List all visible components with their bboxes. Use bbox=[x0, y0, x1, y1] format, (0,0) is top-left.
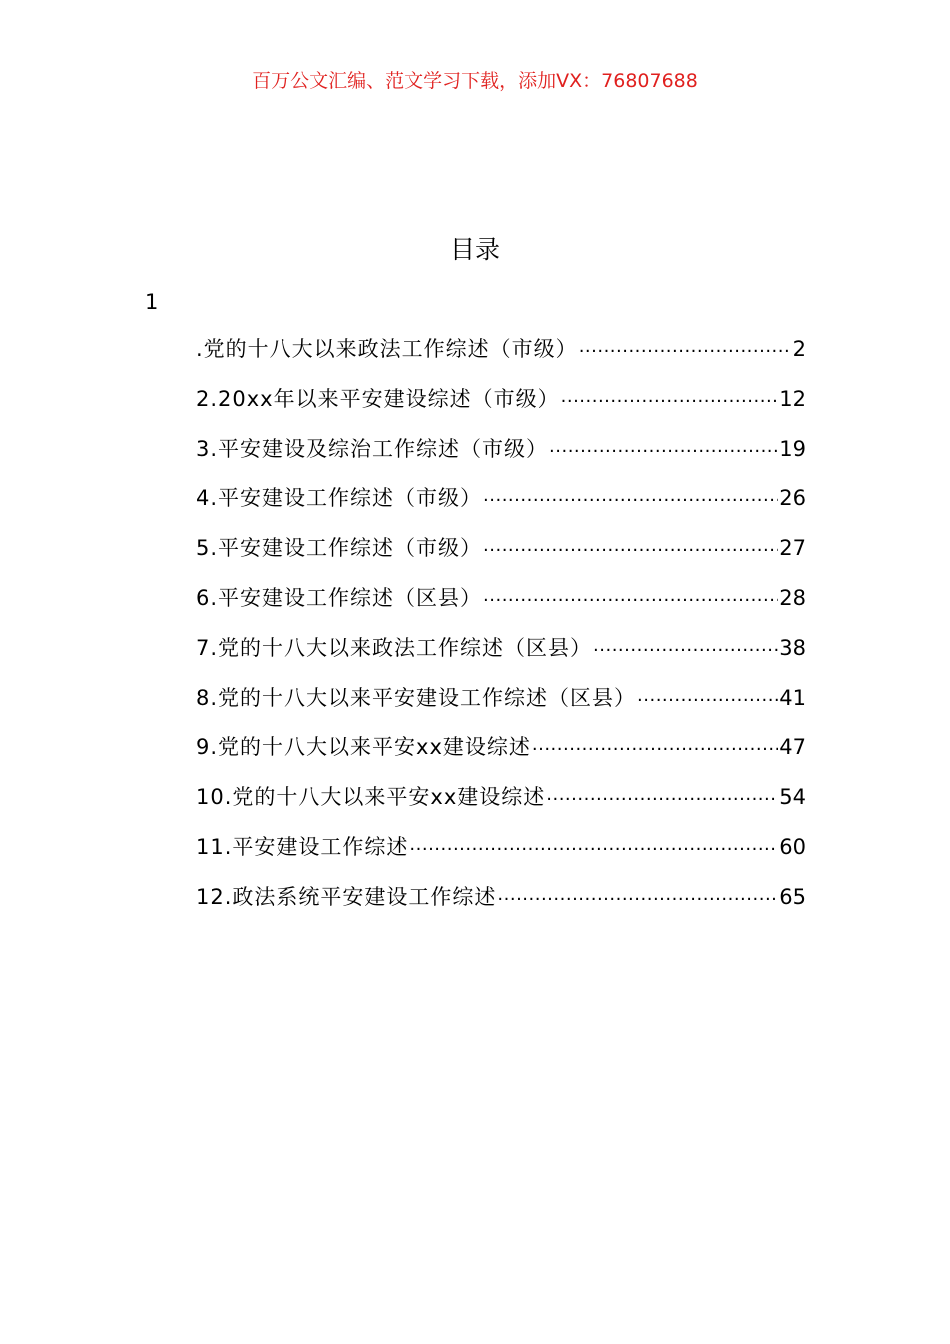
toc-entry-12[interactable] bbox=[196, 881, 806, 931]
toc-entry-text: 4.平安建设工作综述（市级） bbox=[196, 486, 483, 511]
toc-page-number: 54 bbox=[779, 785, 806, 810]
toc-entry-text: 6.平安建设工作综述（区县） bbox=[196, 585, 483, 610]
toc-list bbox=[196, 333, 806, 931]
toc-entry-2[interactable] bbox=[196, 383, 806, 433]
toc-entry-8[interactable] bbox=[196, 682, 806, 732]
toc-page-number: 38 bbox=[779, 635, 806, 660]
toc-dot-leader bbox=[483, 583, 778, 605]
toc-entry-text: 9.党的十八大以来平安xx建设综述 bbox=[196, 735, 531, 760]
toc-dot-leader bbox=[637, 683, 778, 705]
toc-dot-leader bbox=[532, 732, 778, 754]
toc-entry-text: 8.党的十八大以来平安建设工作综述（区县） bbox=[196, 685, 637, 710]
toc-page-number: 41 bbox=[779, 685, 806, 710]
toc-page-number: 26 bbox=[779, 486, 806, 511]
toc-entry-text: 3.平安建设及综治工作综述（市级） bbox=[196, 436, 549, 461]
toc-entry-3[interactable] bbox=[196, 433, 806, 483]
toc-entry-1[interactable] bbox=[196, 333, 806, 383]
toc-stray-number: 1 bbox=[145, 290, 159, 314]
toc-dot-leader bbox=[546, 782, 778, 804]
toc-entry-text: 10.党的十八大以来平安xx建设综述 bbox=[196, 785, 546, 810]
toc-dot-leader bbox=[561, 384, 779, 406]
toc-entry-9[interactable] bbox=[196, 731, 806, 781]
toc-page-number: 2 bbox=[792, 337, 806, 361]
toc-entry-5[interactable] bbox=[196, 532, 806, 582]
toc-page-number: 60 bbox=[779, 834, 806, 859]
toc-page-number: 12 bbox=[779, 386, 806, 411]
toc-entry-text: 7.党的十八大以来政法工作综述（区县） bbox=[196, 635, 593, 660]
toc-entry-text: 11.平安建设工作综述 bbox=[196, 834, 409, 859]
toc-page-number: 19 bbox=[779, 436, 806, 461]
toc-page-number: 27 bbox=[779, 536, 806, 561]
toc-entry-text: 2.20xx年以来平安建设综述（市级） bbox=[196, 386, 560, 411]
toc-page-number: 28 bbox=[779, 585, 806, 610]
toc-dot-leader bbox=[549, 434, 778, 456]
toc-entry-text: .党的十八大以来政法工作综述（市级） bbox=[196, 337, 578, 361]
toc-entry-text: 5.平安建设工作综述（市级） bbox=[196, 536, 483, 561]
toc-dot-leader bbox=[409, 832, 778, 854]
toc-dot-leader bbox=[593, 633, 778, 655]
toc-entry-text: 12.政法系统平安建设工作综述 bbox=[196, 884, 497, 909]
toc-entry-10[interactable] bbox=[196, 781, 806, 831]
toc-page-number: 47 bbox=[779, 735, 806, 760]
toc-dot-leader bbox=[483, 533, 778, 555]
toc-entry-7[interactable] bbox=[196, 632, 806, 682]
toc-title: 目录 bbox=[449, 235, 500, 264]
toc-page-number: 65 bbox=[779, 884, 806, 909]
toc-entry-6[interactable] bbox=[196, 582, 806, 632]
toc-dot-leader bbox=[497, 882, 778, 904]
header-watermark-note: 百万公文汇编、范文学习下载，添加VX：76807688 bbox=[252, 70, 698, 92]
toc-dot-leader bbox=[483, 483, 778, 505]
toc-entry-4[interactable] bbox=[196, 482, 806, 532]
toc-entry-11[interactable] bbox=[196, 831, 806, 881]
toc-dot-leader bbox=[579, 334, 792, 356]
